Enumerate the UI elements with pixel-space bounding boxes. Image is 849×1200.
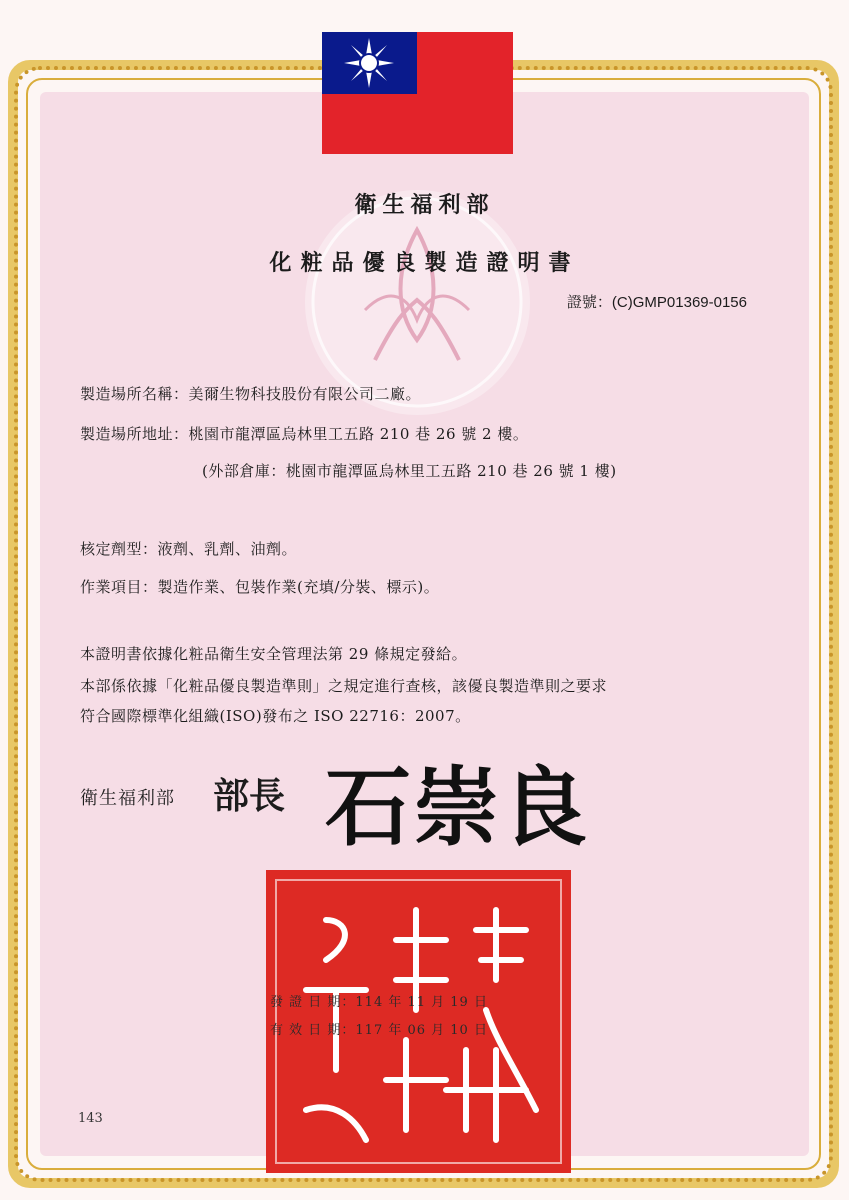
warehouse-address: (外部倉庫：桃園市龍潭區烏林里工五路 210 巷 26 號 1 樓) (202, 462, 617, 480)
certificate-title: 化粧品優良製造證明書 (269, 250, 580, 276)
issue-date: 發 證 日 期：114 年 11 月 19 日 (270, 995, 488, 1010)
watermark-emblem-icon (305, 190, 530, 415)
signatory-signature: 石崇良 (325, 757, 589, 858)
page-number: 143 (78, 1111, 103, 1126)
signatory-ministry: 衛生福利部 (80, 788, 175, 809)
operations: 作業項目：製造作業、包裝作業(充填/分裝、標示)。 (80, 578, 440, 596)
statement-inspection: 本部係依據「化粧品優良製造準則」之規定進行查核，該優良製造準則之要求 (80, 677, 608, 695)
sun-emblem-icon (344, 38, 394, 88)
statement-legal-basis: 本證明書依據化粧品衛生安全管理法第 29 條規定發給。 (80, 645, 468, 663)
site-name: 製造場所名稱：美爾生物科技股份有限公司二廠。 (80, 385, 422, 403)
statement-iso: 符合國際標準化組織(ISO)發布之 ISO 22716：2007。 (80, 707, 471, 725)
signatory-title: 部長 (213, 775, 286, 817)
flag-canton (322, 32, 417, 94)
certificate-number: 證號：(C)GMP01369-0156 (566, 294, 747, 311)
dosage-forms: 核定劑型：液劑、乳劑、油劑。 (80, 540, 298, 558)
site-address: 製造場所地址：桃園市龍潭區烏林里工五路 210 巷 26 號 2 樓。 (80, 425, 529, 443)
flag-icon (322, 32, 513, 154)
ministry-heading: 衛生福利部 (354, 192, 495, 218)
valid-date: 有 效 日 期：117 年 06 月 10 日 (270, 1023, 488, 1038)
